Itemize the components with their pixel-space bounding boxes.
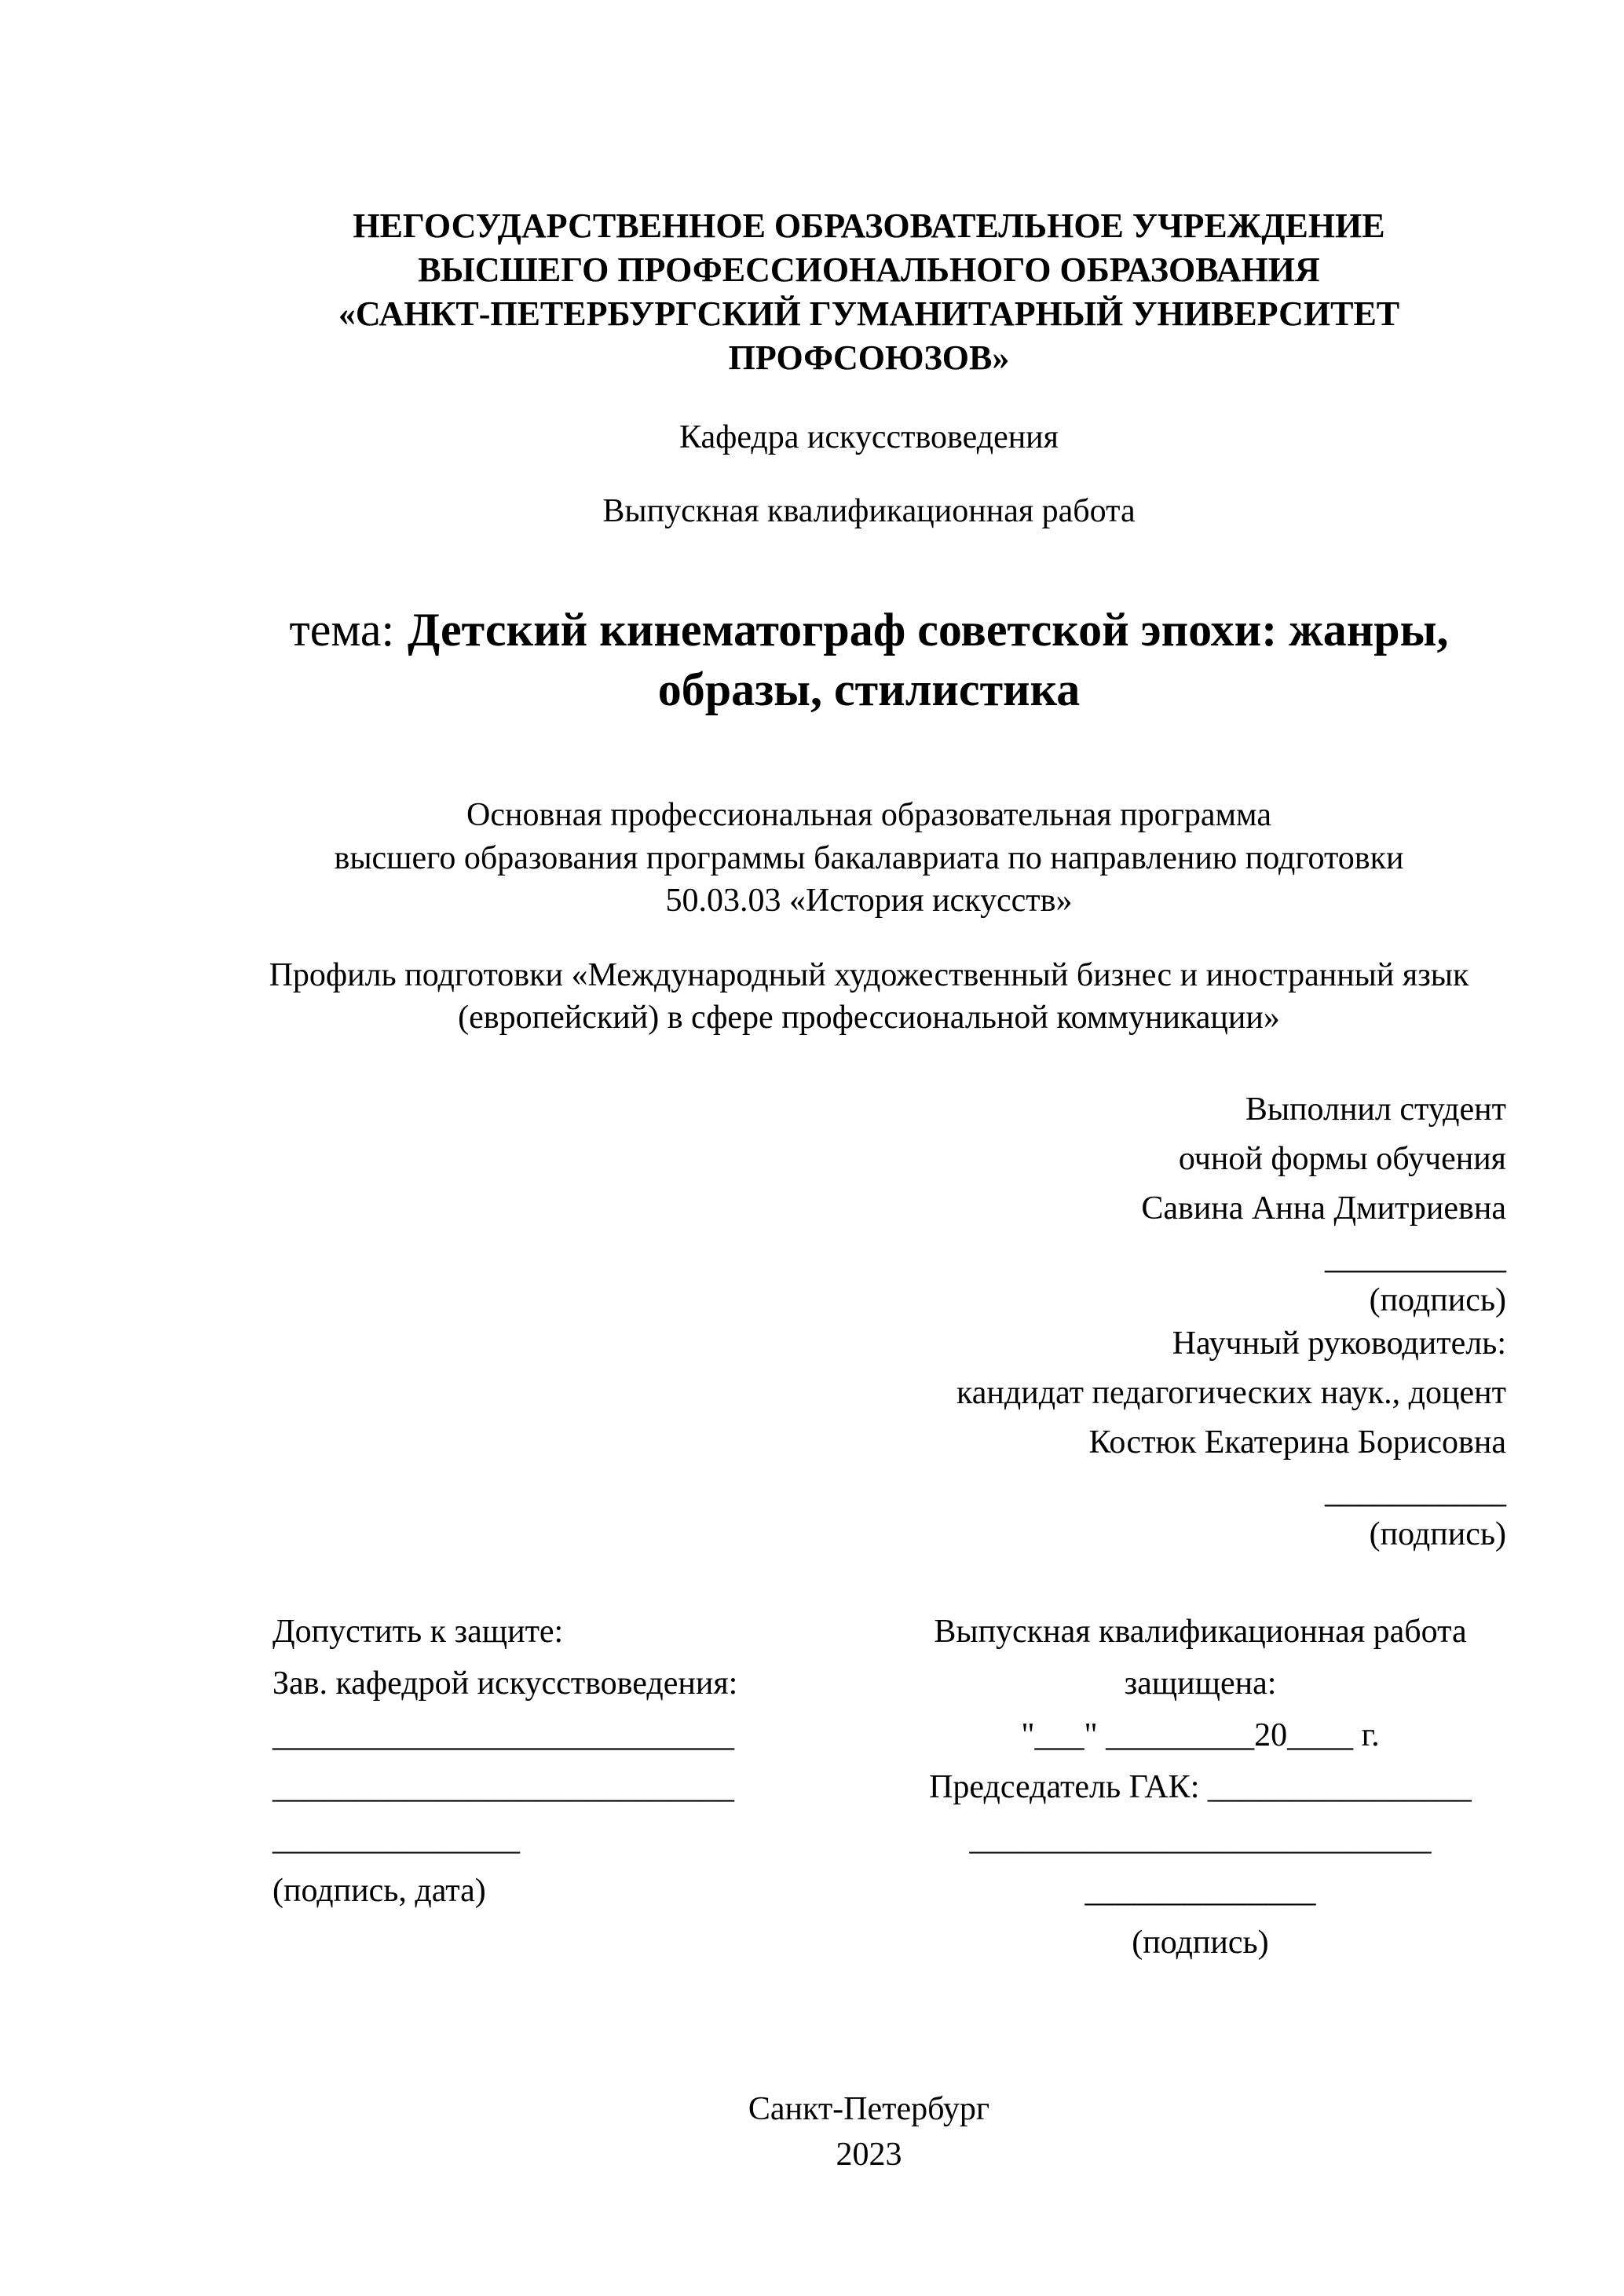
admission-blank-2: ____________________________ bbox=[272, 1768, 734, 1805]
approval-section bbox=[232, 1607, 1506, 1969]
student-signature-line: ___________ bbox=[1325, 1240, 1506, 1277]
profile-description bbox=[232, 954, 1506, 1040]
defense-block bbox=[894, 1607, 1506, 1969]
institution-line-1: НЕГОСУДАРСТВЕННОЕ ОБРАЗОВАТЕЛЬНОЕ УЧРЕЖДЕНИЕ bbox=[353, 207, 1385, 245]
defense-line-1: Выпускная квалификационная работа bbox=[934, 1614, 1467, 1651]
study-form: очной формы обучения bbox=[1178, 1141, 1506, 1178]
admission-blank-3: _______________ bbox=[272, 1820, 520, 1857]
advisor-signature-line: ___________ bbox=[1325, 1474, 1506, 1511]
admission-blank-1: ____________________________ bbox=[272, 1717, 734, 1753]
defense-blank-1: ____________________________ bbox=[969, 1820, 1432, 1857]
defense-blank-2: ______________ bbox=[1084, 1872, 1316, 1909]
footer-year: 2023 bbox=[836, 2136, 902, 2173]
admission-line-2: Зав. кафедрой искусствоведения: bbox=[272, 1665, 738, 1702]
advisor-heading: Научный руководитель: bbox=[1172, 1325, 1506, 1362]
institution-line-2: ВЫСШЕГО ПРОФЕССИОНАЛЬНОГО ОБРАЗОВАНИЯ bbox=[418, 250, 1320, 289]
thesis-title-text-1: Детский кинематограф советской эпохи: жанры, bbox=[408, 603, 1449, 656]
thesis-title bbox=[232, 600, 1506, 719]
advisor-name: Костюк Екатерина Борисовна bbox=[1088, 1424, 1506, 1461]
program-line-1: Основная профессиональная образовательная программа bbox=[466, 797, 1271, 834]
work-type: Выпускная квалификационная работа bbox=[602, 493, 1136, 530]
program-line-3: 50.03.03 «История искусств» bbox=[665, 883, 1073, 919]
admission-signature-label: (подпись, дата) bbox=[272, 1872, 486, 1909]
admission-line-1: Допустить к защите: bbox=[272, 1614, 564, 1651]
program-description bbox=[232, 794, 1506, 923]
thesis-title-prefix: тема: bbox=[289, 603, 395, 656]
student-block bbox=[232, 1085, 1506, 1553]
program-line-2: высшего образования программы бакалавриата по направлению подготовки bbox=[334, 839, 1404, 876]
footer bbox=[232, 2087, 1506, 2178]
student-name: Савина Анна Дмитриевна bbox=[1141, 1190, 1506, 1227]
performer-role: Выполнил студент bbox=[1245, 1091, 1506, 1128]
institution-line-3: «САНКТ-ПЕТЕРБУРГСКИЙ ГУМАНИТАРНЫЙ УНИВЕРСИТЕТ ПРОФСОЮЗОВ» bbox=[338, 294, 1400, 377]
advisor-degree: кандидат педагогических наук., доцент bbox=[956, 1375, 1506, 1412]
thesis-title-line-1 bbox=[232, 600, 1506, 660]
profile-line-1: Профиль подготовки «Международный художественный бизнес и иностранный язык bbox=[269, 956, 1469, 993]
chairman-line: Председатель ГАК: ________________ bbox=[929, 1768, 1472, 1805]
defense-line-2: защищена: bbox=[1124, 1665, 1277, 1702]
institution-header bbox=[232, 204, 1506, 380]
advisor-signature-label: (подпись) bbox=[1369, 1516, 1506, 1553]
footer-city: Санкт-Петербург bbox=[748, 2090, 990, 2127]
defense-signature-label: (подпись) bbox=[1132, 1924, 1269, 1961]
profile-line-2: (европейский) в сфере профессиональной коммуникации» bbox=[458, 1000, 1280, 1036]
admission-block bbox=[232, 1607, 792, 1918]
department-name: Кафедра искусствоведения bbox=[679, 419, 1059, 455]
defense-date-line: "___" _________20____ г. bbox=[1021, 1717, 1380, 1753]
thesis-title-text-2: образы, стилистика bbox=[657, 663, 1081, 715]
student-signature-label: (подпись) bbox=[1369, 1282, 1506, 1319]
